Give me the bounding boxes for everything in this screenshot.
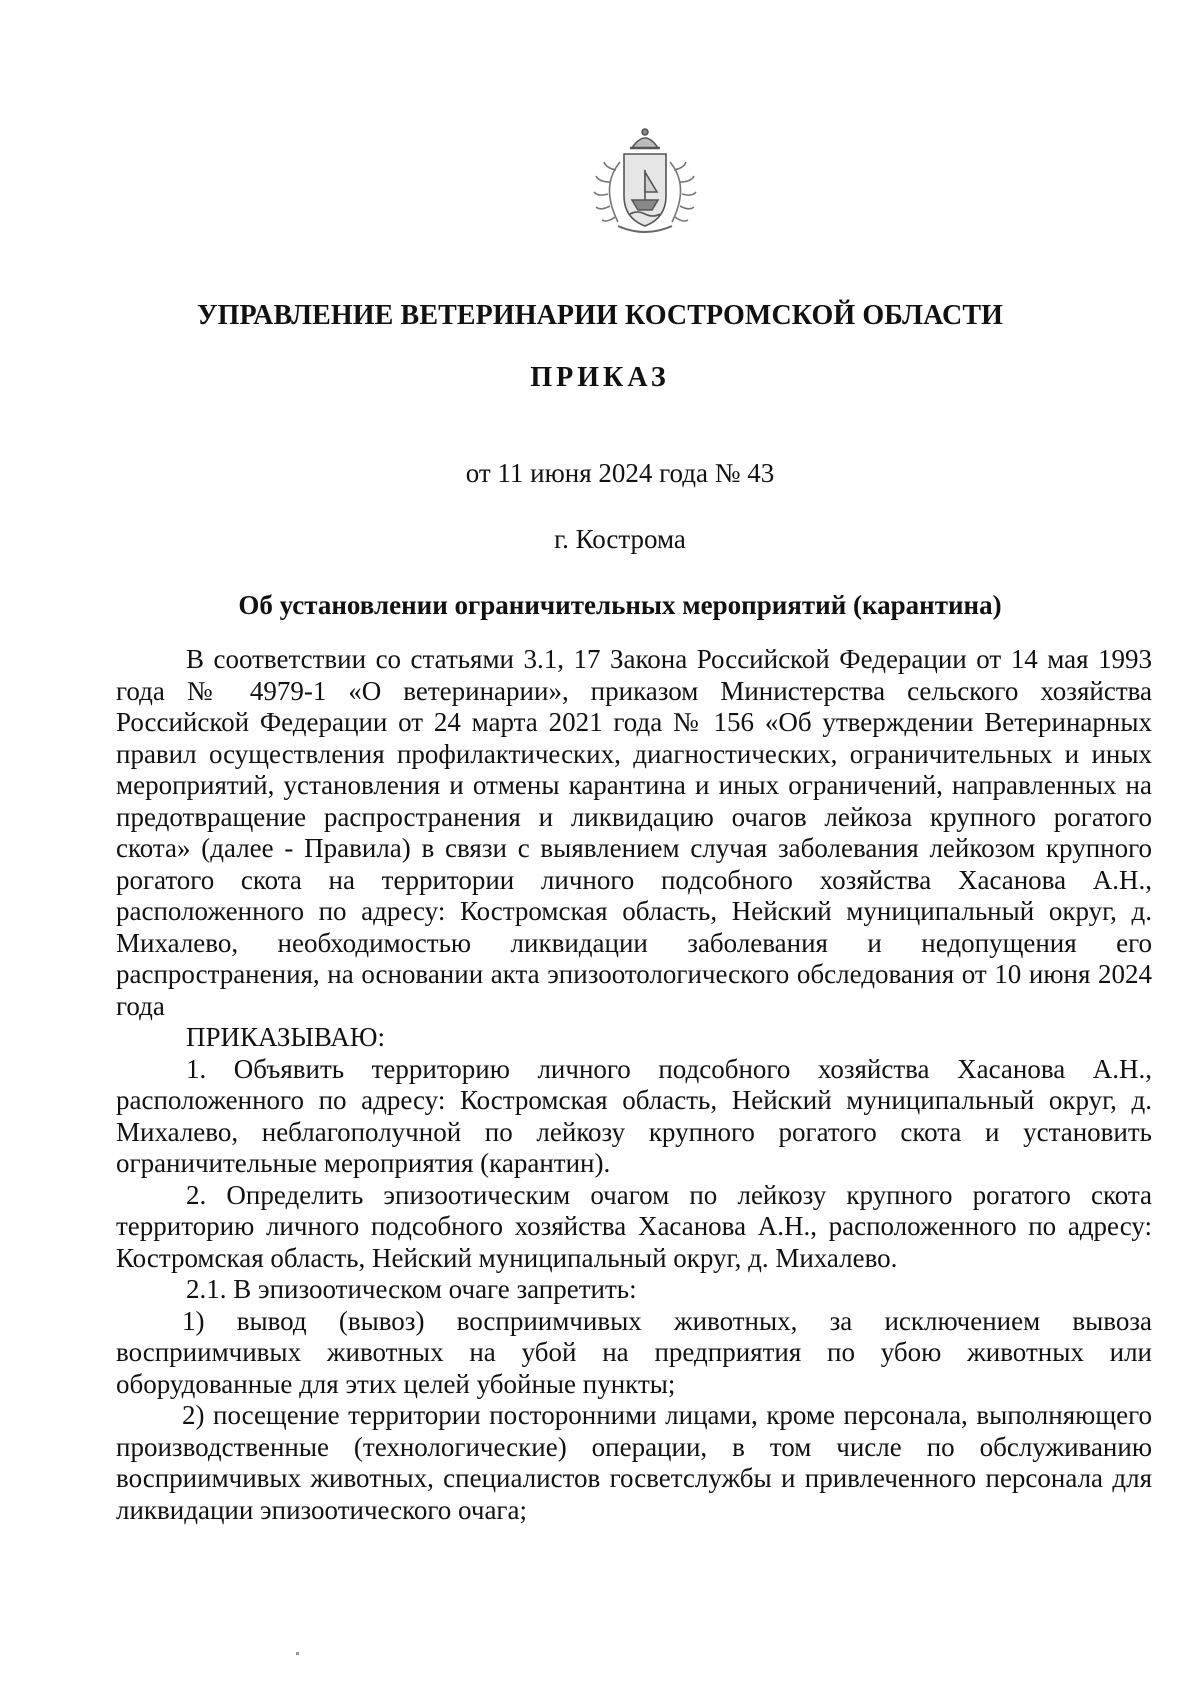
document-type: ПРИКАЗ (530, 362, 670, 393)
scan-speck (296, 1652, 299, 1655)
document-city: г. Кострома (554, 524, 686, 554)
order-item-2: 2. Определить эпизоотическим очагом по лейкозу крупного рогатого скота территорию личного подсобного хозяйства Хасанова А.Н., расположенного по адресу: Костромская область, Нейский муниципальный округ, д. Михалево. (116, 1179, 1152, 1273)
organization-name: УПРАВЛЕНИЕ ВЕТЕРИНАРИИ КОСТРОМСКОЙ ОБЛАСТИ (196, 300, 1003, 331)
order-subitem-2: 2) посещение территории посторонними лицами, кроме персонала, выполняющего производственные (технологические) операции, в том числе по обслуживанию восприимчивых животных, специалистов госветслужбы и привлеченного персонала для ликвидации эпизоотического очага; (116, 1400, 1152, 1525)
order-word: ПРИКАЗЫВАЮ: (186, 1022, 385, 1052)
order-item-1: 1. Объявить территорию личного подсобного хозяйства Хасанова А.Н., расположенного по адресу: Костромская область, Нейский муниципальный округ, д. Михалево, неблагополучной по лейкозу крупного рогатого скота и установить ограничительные мероприятия (карантин). (116, 1053, 1152, 1178)
order-item-2-1: 2.1. В эпизоотическом очаге запретить: (186, 1274, 637, 1304)
document-date-number: от 11 июня 2024 года № 43 (465, 458, 775, 488)
document-subject: Об установлении ограничительных мероприятий (карантина) (238, 590, 1002, 620)
order-subitem-1: 1) вывод (вывоз) восприимчивых животных, за исключением вывоза восприимчивых животных на убой на предприятия по убою животных или оборудованные для этих целей убойные пункты; (116, 1305, 1152, 1399)
kostroma-coat-of-arms-icon (580, 122, 710, 240)
preamble-paragraph: В соответствии со статьями 3.1, 17 Закона Российской Федерации от 14 мая 1993 года № 4979-1 «О ветеринарии», приказом Министерства сельского хозяйства Российской Федерации от 24 марта 2021 года № 156 «Об утверждении Ветеринарных правил осуществления профилактических, диагностических, ограничительных и иных мероприятий, установления и отмены карантина и иных ограничений, направленных на предотвращение распространения и ликвидацию очагов лейкоза крупного рогатого скота» (далее - Правила) в связи с выявлением случая заболевания лейкозом крупного рогатого скота на территории личного подсобного хозяйства Хасанова А.Н., расположенного по адресу: Костромская область, Нейский муниципальный округ, д. Михалево, необходимостью ликвидации заболевания и недопущения его распространения, на основании акта эпизоотологического обследования от 10 июня 2024 года (116, 644, 1152, 1021)
document-body (116, 644, 1152, 1526)
